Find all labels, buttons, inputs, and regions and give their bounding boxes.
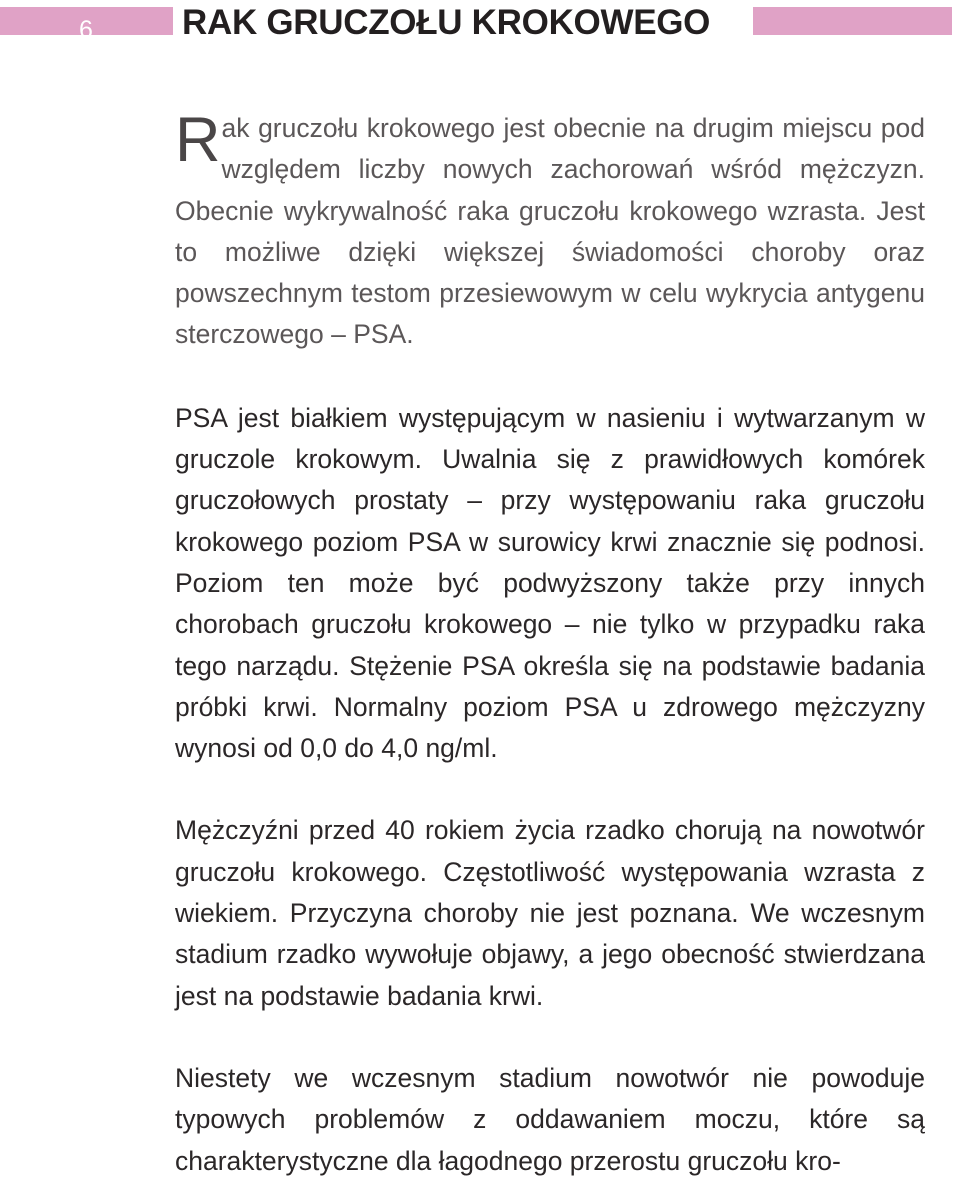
header-accent-band <box>753 7 952 35</box>
paragraph-intro-text: ak gruczołu krokowego jest obecnie na drugim miejscu pod względem liczby nowych zachorowań wśród mężczyzn. Obecnie wykrywalność raka gruczołu krokowego wzrasta. Jest to możliwe dzięki większej świadomości choroby oraz powszechnym testom przesiewowym w celu wykrycia antygenu sterczowego – PSA. <box>175 113 925 350</box>
section-title: RAK GRUCZOŁU KROKOWEGO <box>182 3 711 42</box>
article-body <box>175 105 925 1182</box>
paragraph-age: Mężczyźni przed 40 rokiem życia rzadko chorują na nowotwór gruczołu krokowego. Częstotliwość występowania wzrasta z wiekiem. Przyczyna choroby nie jest poznana. We wczesnym stadium rzadko wywołuje objawy, a jego obecność stwierdzana jest na podstawie badania krwi. <box>175 815 925 1011</box>
page-number-band <box>0 7 173 44</box>
page-number: 6 <box>79 16 93 44</box>
drop-cap: R <box>175 105 221 175</box>
page-header <box>0 0 960 44</box>
paragraph-intro <box>175 105 925 356</box>
paragraph-symptoms: Niestety we wczesnym stadium nowotwór nie powoduje typowych problemów z oddawaniem moczu, które są charakterystyczne dla łagodnego przerostu gruczołu kro- <box>175 1062 925 1176</box>
paragraph-psa: PSA jest białkiem występującym w nasieniu i wytwarzanym w gruczole krokowym. Uwalnia się z prawidłowych komórek gruczołowych prostaty – przy występowaniu raka gruczołu krokowego poziom PSA w surowicy krwi znacznie się podnosi. Poziom ten może być podwyższony także przy innych chorobach gruczołu krokowego – nie tylko w przypadku raka tego narządu. Stężenie PSA określa się na podstawie badania próbki krwi. Normalny poziom PSA u zdrowego mężczyzny wynosi od 0,0 do 4,0 ng/ml. <box>175 402 925 764</box>
